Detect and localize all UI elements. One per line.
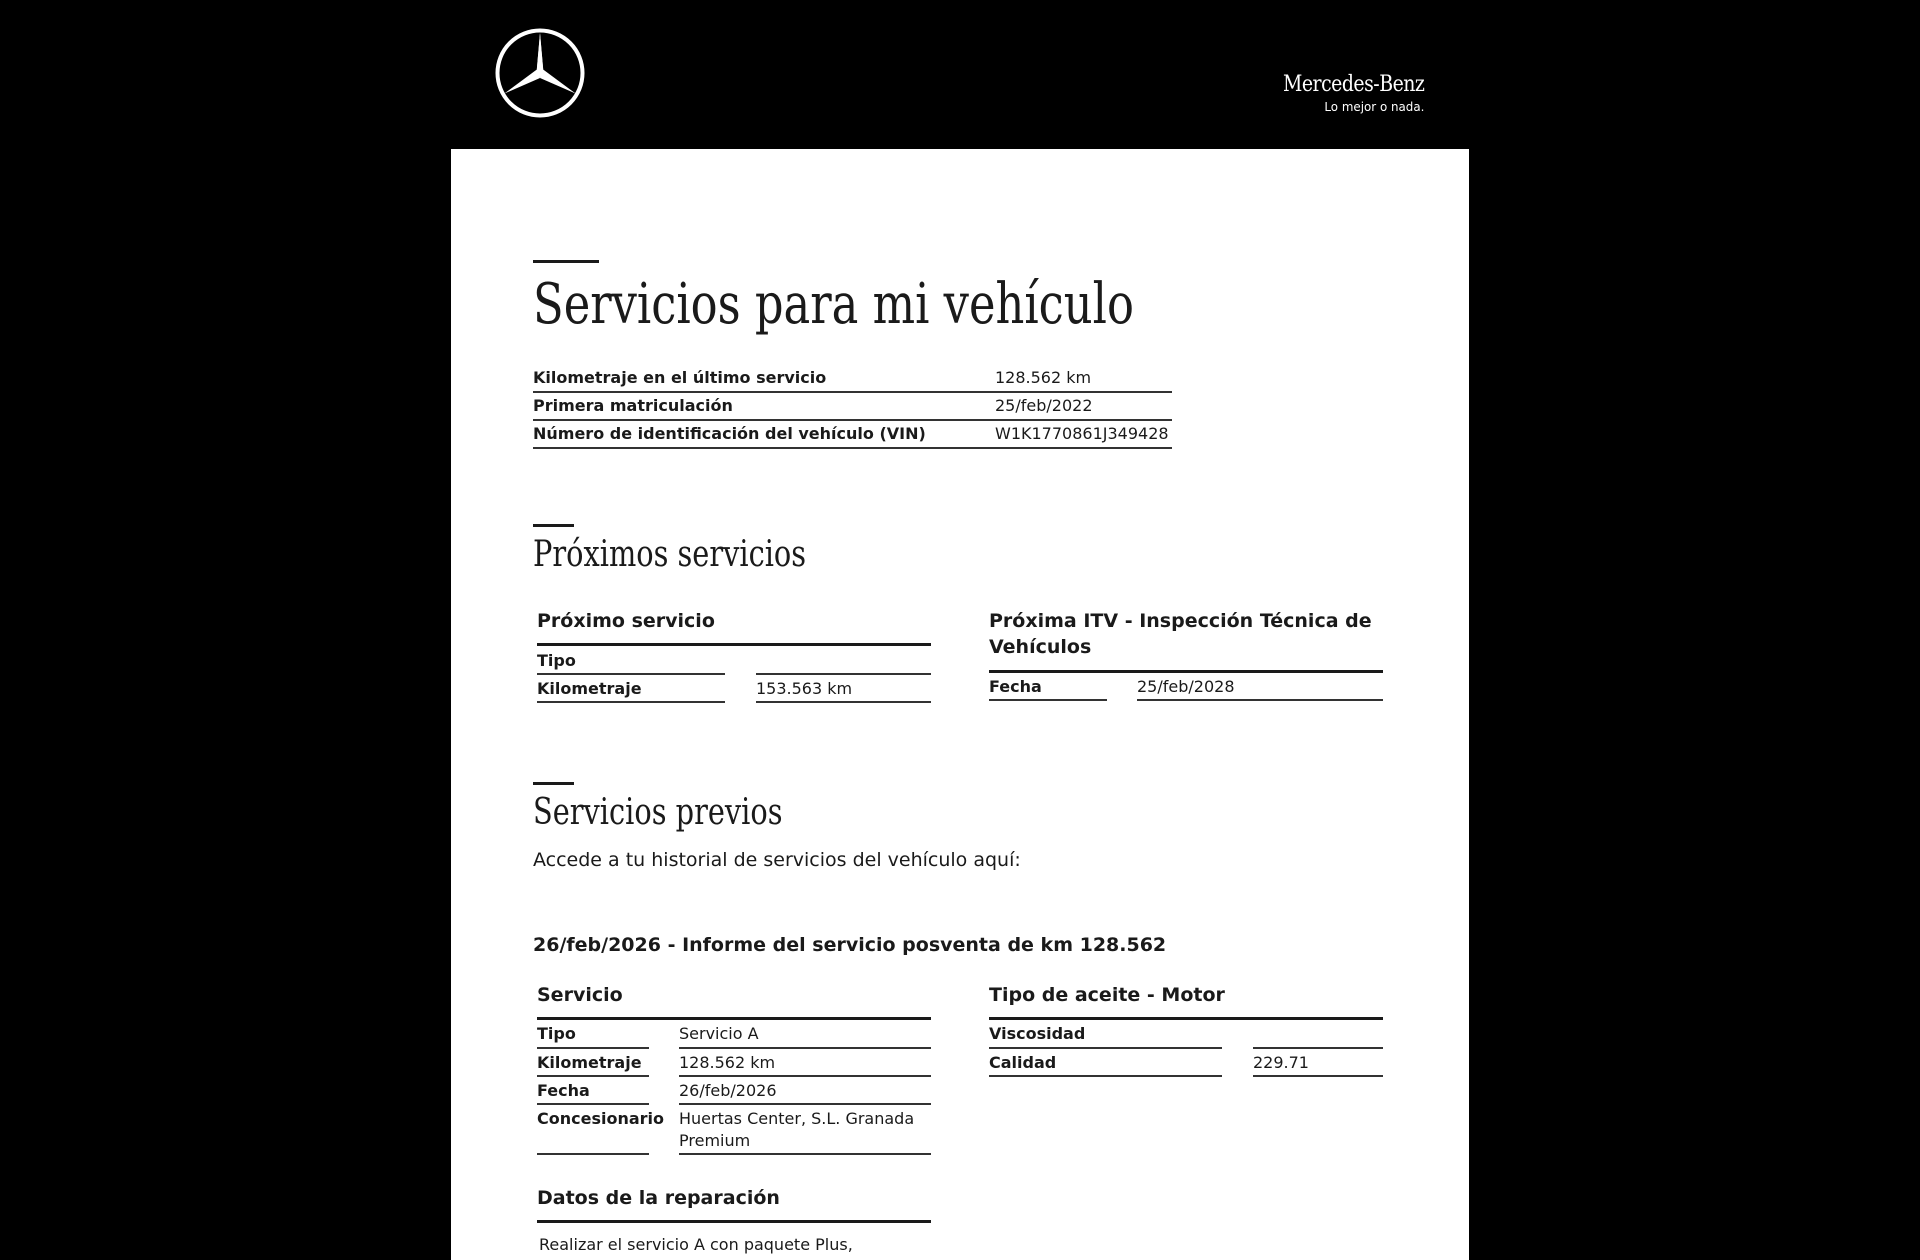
service-report-title: 26/feb/2026 - Informe del servicio posventa de km 128.562 — [533, 934, 1167, 956]
row-divider — [989, 699, 1107, 701]
vehicle-info-label: Primera matriculación — [533, 396, 733, 415]
row-divider — [533, 419, 1172, 421]
row-divider — [756, 673, 931, 675]
row-divider — [537, 1103, 649, 1105]
oil-viscosity-label: Viscosidad — [989, 1024, 1086, 1043]
service-heading: Servicio — [537, 984, 623, 1006]
mercedes-star-logo-icon — [494, 27, 586, 119]
oil-quality-value: 229.71 — [1253, 1053, 1309, 1072]
next-service-km-value: 153.563 km — [756, 679, 853, 698]
row-divider — [1253, 1075, 1383, 1077]
next-itv-heading: Próxima ITV - Inspección Técnica de — [989, 610, 1372, 632]
brand-header — [451, 0, 1469, 149]
oil-heading: Tipo de aceite - Motor — [989, 984, 1225, 1006]
row-divider — [679, 1153, 931, 1155]
row-divider — [679, 1047, 931, 1049]
row-divider — [537, 1047, 649, 1049]
brand-block — [1260, 72, 1424, 115]
row-divider — [537, 673, 725, 675]
row-divider — [537, 701, 725, 703]
service-type-label: Tipo — [537, 1024, 576, 1043]
row-divider — [989, 1075, 1222, 1077]
upcoming-section-title: Próximos servicios — [533, 534, 807, 575]
card-heading-rule — [537, 1220, 931, 1223]
previous-section-title: Servicios previos — [533, 792, 783, 833]
row-divider — [537, 1075, 649, 1077]
next-service-km-label: Kilometraje — [537, 679, 642, 698]
page-title: Servicios para mi vehículo — [533, 272, 1134, 337]
row-divider — [679, 1103, 931, 1105]
document-page — [451, 0, 1469, 1260]
service-type-value: Servicio A — [679, 1024, 759, 1043]
service-km-label: Kilometraje — [537, 1053, 642, 1072]
service-date-value: 26/feb/2026 — [679, 1081, 777, 1100]
card-heading-rule — [537, 643, 931, 646]
row-divider — [1137, 699, 1383, 701]
service-dealer-value-line2: Premium — [679, 1131, 751, 1150]
row-divider — [537, 1153, 649, 1155]
repair-description: Realizar el servicio A con paquete Plus, — [539, 1235, 853, 1254]
vehicle-info-label: Número de identificación del vehículo (VIN) — [533, 424, 926, 443]
section-accent-rule — [533, 782, 574, 785]
vehicle-info-value: 128.562 km — [995, 368, 1092, 387]
row-divider — [533, 391, 1172, 393]
title-accent-rule — [533, 260, 599, 263]
row-divider — [756, 701, 931, 703]
service-km-value: 128.562 km — [679, 1053, 776, 1072]
row-divider — [1253, 1047, 1383, 1049]
vehicle-info-label: Kilometraje en el último servicio — [533, 368, 827, 387]
service-dealer-value: Huertas Center, S.L. Granada — [679, 1109, 915, 1128]
card-heading-rule — [989, 670, 1383, 673]
next-service-heading: Próximo servicio — [537, 610, 715, 632]
section-accent-rule — [533, 524, 574, 527]
vehicle-vin-value: W1K1770861J349428 — [995, 424, 1169, 443]
repair-heading: Datos de la reparación — [537, 1187, 780, 1209]
row-divider — [989, 1047, 1222, 1049]
row-divider — [533, 447, 1172, 449]
service-dealer-label: Concesionario — [537, 1109, 665, 1128]
brand-tagline: Lo mejor o nada. — [1324, 99, 1424, 114]
card-heading-rule — [537, 1017, 931, 1020]
oil-quality-label: Calidad — [989, 1053, 1057, 1072]
card-heading-rule — [989, 1017, 1383, 1020]
next-itv-heading-line2: Vehículos — [989, 636, 1092, 658]
next-itv-date-label: Fecha — [989, 677, 1042, 696]
brand-name: Mercedes-Benz — [1282, 72, 1424, 97]
service-date-label: Fecha — [537, 1081, 590, 1100]
row-divider — [679, 1075, 931, 1077]
history-intro-text: Accede a tu historial de servicios del vehículo aquí: — [533, 849, 1021, 871]
next-itv-date-value: 25/feb/2028 — [1137, 677, 1235, 696]
next-service-type-label: Tipo — [537, 651, 576, 670]
vehicle-info-value: 25/feb/2022 — [995, 396, 1093, 415]
